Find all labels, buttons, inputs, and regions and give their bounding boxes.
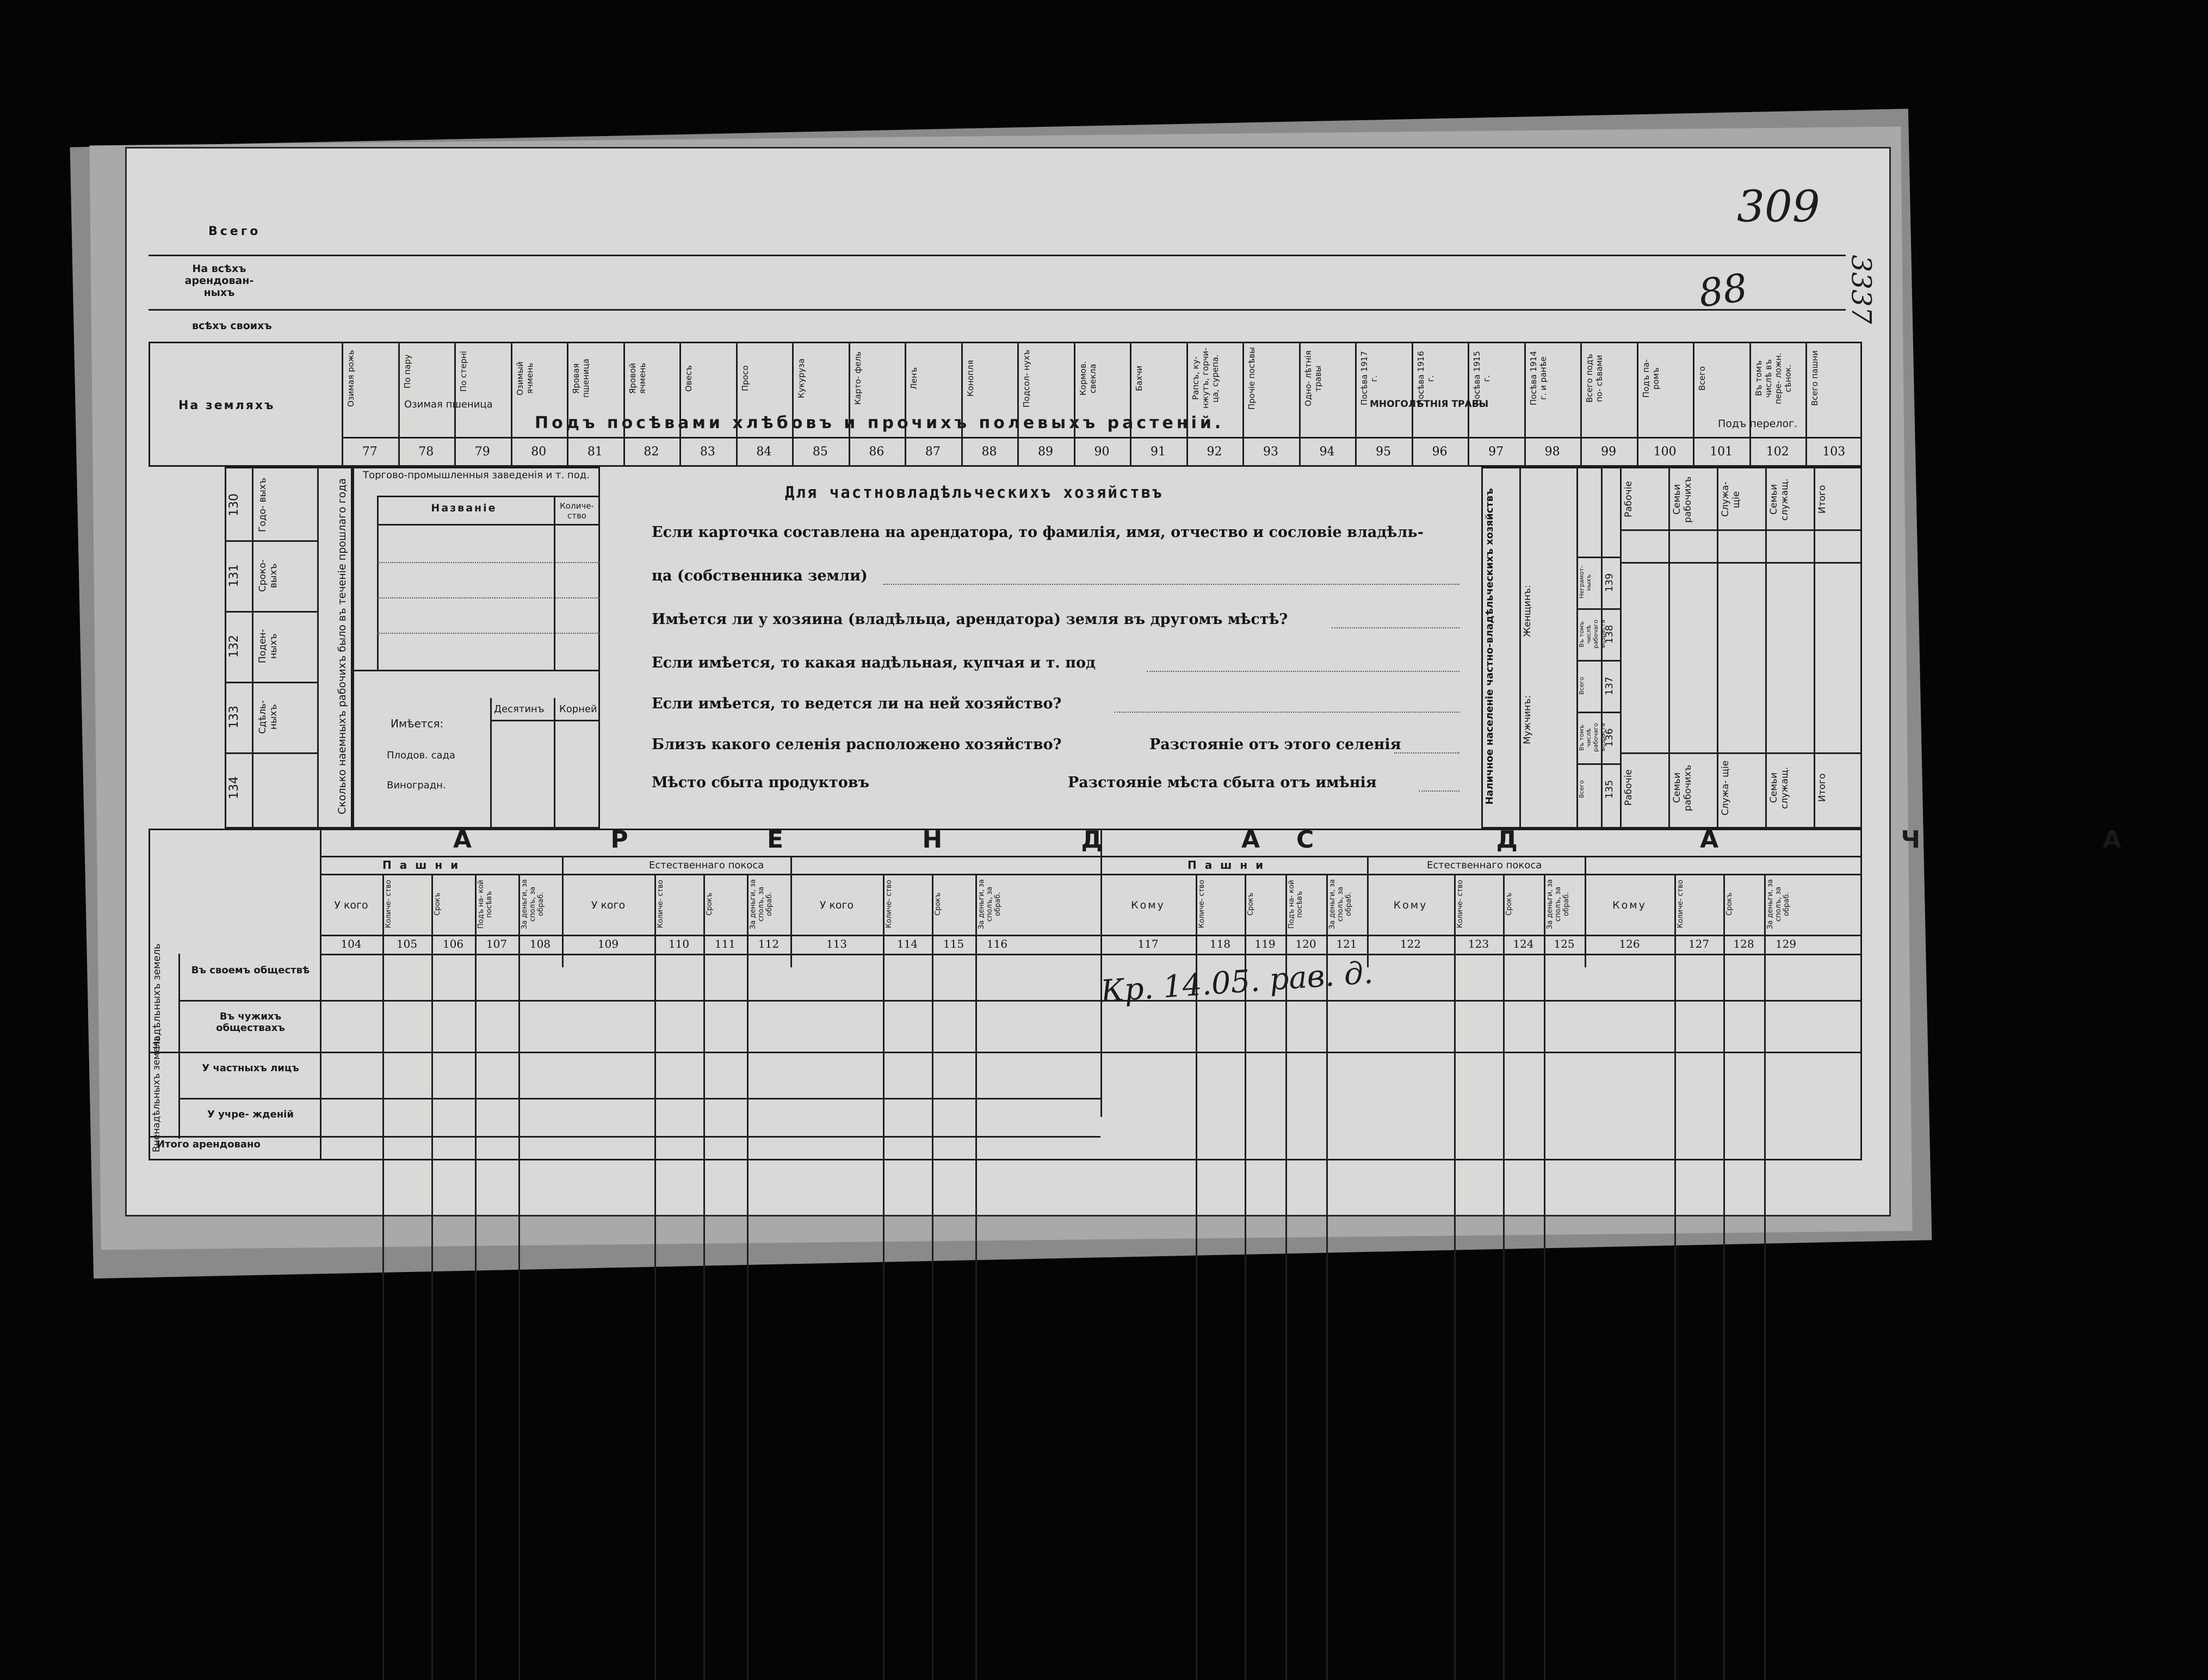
handwritten-corner-number: 309	[1737, 181, 1820, 232]
crop-col-number: 90	[1094, 445, 1110, 459]
question-6b: Разстояніе мѣста сбыта отъ имѣнія	[1068, 774, 1377, 791]
trade-qty-col: Количе- ство	[560, 501, 594, 521]
trade-block	[352, 467, 600, 829]
workers-question: Сколько наемныхъ рабочихъ было въ теченіе прошлаго года	[336, 478, 348, 815]
crop-col-label: Рапсъ, ку- нжутъ, горчи- ца, сурепа.	[1190, 348, 1220, 409]
crop-col-number: 85	[812, 445, 828, 459]
crop-col-number: 80	[531, 445, 547, 459]
crop-col-label: По пару	[402, 354, 412, 389]
lease-col-number: 106	[442, 937, 464, 950]
lease-col-label: За деньги, за сполъ, за обраб.	[521, 879, 545, 930]
worker-col-number: 132	[227, 635, 241, 658]
crop-col-number: 95	[1376, 445, 1391, 459]
crop-col-label: По стерні	[459, 351, 469, 392]
lease-col-divider	[475, 874, 477, 1680]
lease-col-number: 108	[529, 937, 551, 950]
worker-col-number: 134	[227, 776, 241, 799]
lease-col-number: 104	[341, 937, 362, 950]
pop-row-divider	[1576, 557, 1620, 558]
lease-col-divider	[1764, 874, 1766, 1680]
lease-col-number: 107	[486, 937, 508, 950]
lease-col-label: Кому	[1393, 899, 1428, 911]
lease-col-label: Срокъ	[434, 892, 442, 916]
has-label: Имѣется:	[391, 717, 444, 730]
crop-col-label: Всего	[1697, 366, 1708, 391]
orchards-label: Плодов. сада	[387, 750, 455, 761]
crop-col-number: 78	[418, 445, 434, 459]
lease-col-label: Срокъ	[1247, 892, 1255, 916]
lease-col-number: 105	[396, 937, 418, 950]
label-own: всѣхъ своихъ	[192, 320, 272, 332]
lease-col-number: 110	[668, 937, 690, 950]
lease-col-label: Срокъ	[1725, 892, 1734, 916]
crop-col-number: 81	[587, 445, 603, 459]
handwritten-side-number: 3337	[1845, 255, 1877, 324]
worker-row-divider	[225, 752, 317, 754]
lease-col-label: Срокъ	[934, 892, 942, 916]
worker-col-label: Годо- выхъ	[257, 478, 268, 532]
lease-col-divider	[1674, 874, 1676, 1680]
lease-col-label: У кого	[819, 899, 854, 911]
lease-col-label: За деньги, за сполъ, за обраб.	[978, 879, 1002, 930]
lease-col-number: 111	[714, 937, 736, 950]
trade-name-col: Названіе	[431, 502, 497, 514]
label-total: Всего	[208, 225, 261, 238]
crop-col-number: 84	[756, 445, 772, 459]
crop-col-label: Озимая рожь	[346, 350, 356, 407]
crop-col-number: 93	[1263, 445, 1279, 459]
arenda-title: А Р Е Н Д А	[453, 826, 1326, 854]
lease-col-divider	[562, 856, 564, 967]
lease-col-label: Количе- ство	[657, 880, 665, 929]
crop-col-number: 87	[925, 445, 941, 459]
crops-band-label: Подъ посѣвами хлѣбовъ и прочихъ полевыхъ растеній.	[535, 413, 1224, 433]
arenda-arable-label: П а ш н и	[382, 858, 461, 872]
lease-col-divider	[1245, 874, 1246, 1680]
lease-col-number: 123	[1468, 937, 1489, 950]
non-allotment-row-group: Вненадѣльныхъ земель	[151, 1035, 162, 1152]
lease-col-number: 117	[1137, 937, 1159, 950]
pop-right-label-bottom: Итого	[1817, 773, 1828, 802]
lease-col-divider	[431, 874, 433, 1680]
crop-col-number: 92	[1207, 445, 1222, 459]
lease-col-divider	[883, 874, 885, 1680]
trade-title: Торгово-промышленныя заведенія и т. под.	[363, 470, 590, 481]
crop-col-number: 102	[1766, 445, 1789, 459]
lease-col-divider	[654, 874, 656, 1680]
lease-col-divider	[932, 874, 933, 1680]
lease-col-divider	[790, 856, 792, 967]
lease-col-divider	[382, 874, 384, 1680]
pop-label: Неграмот- ныхъ	[1578, 566, 1592, 599]
lease-col-label: Кому	[1612, 899, 1647, 911]
crop-col-label: Въ томъ числѣ въ пере- ложн. сѣнок.	[1753, 353, 1793, 404]
worker-col-number: 133	[227, 706, 241, 728]
lease-col-divider	[1285, 874, 1287, 1680]
question-3: Если имѣется, то какая надѣльная, купчая и т. под	[652, 654, 1096, 671]
question-6a: Мѣсто сбыта продуктовъ	[652, 774, 870, 791]
crop-col-number: 86	[869, 445, 885, 459]
pop-right-divider	[1765, 467, 1767, 829]
sdacha-arable-label: П а ш н и	[1188, 858, 1266, 872]
worker-row-divider	[225, 611, 317, 613]
pop-number: 137	[1604, 676, 1615, 695]
arenda-hay-label: Естественнаго покоса	[649, 860, 764, 871]
question-2: Имѣется ли у хозяина (владѣльца, арендатора) земля въ другомъ мѣстѣ?	[652, 611, 1288, 628]
question-5a: Близъ какого селенія расположено хозяйство?	[652, 736, 1062, 753]
pop-label: Всего	[1578, 677, 1585, 695]
desyatin-col: Десятинъ	[494, 703, 545, 715]
worker-col-label: Поден- ныхъ	[257, 629, 279, 664]
lease-col-divider	[1454, 874, 1456, 1680]
worker-col-number: 131	[227, 564, 241, 587]
row-total-rented: Итого арендовано	[157, 1139, 261, 1150]
lease-col-label: У кого	[334, 899, 368, 911]
crop-col-label: Посѣва 1915 г.	[1472, 351, 1492, 406]
lease-col-label: Подъ на- кой посѣвъ	[1288, 880, 1304, 929]
crop-col-number: 99	[1601, 445, 1617, 459]
crop-col-label: Озимый ячмень	[515, 361, 535, 396]
lease-col-label: Количе- ство	[1198, 880, 1206, 929]
worker-col-label: Сдѣль- ныхъ	[257, 700, 279, 734]
pop-number: 135	[1604, 780, 1615, 799]
crop-col-label: Яровая пшеница	[571, 359, 591, 398]
men-label: Мужчинъ:	[1522, 695, 1533, 744]
crop-col-number: 100	[1653, 445, 1677, 459]
lease-col-number: 124	[1513, 937, 1534, 950]
winter-wheat-group-label: Озимая пшеница	[404, 399, 493, 410]
lease-col-number: 114	[896, 937, 918, 950]
pop-label: Всего	[1578, 780, 1585, 798]
crop-col-number: 88	[981, 445, 997, 459]
crop-col-label: Посѣва 1914 г. и ранѣе	[1528, 351, 1548, 406]
crop-col-label: Ленъ	[909, 367, 919, 390]
crop-col-label: Посѣва 1917 г.	[1359, 351, 1380, 406]
crop-col-number: 77	[362, 445, 378, 459]
lease-col-divider	[1367, 856, 1369, 967]
lease-col-label: Количе- ство	[885, 880, 893, 929]
handwritten-sheet-number: 88	[1696, 265, 1751, 316]
crop-col-label: Кукуруза	[796, 358, 807, 399]
pop-right-label-top: Служа- щіе	[1720, 481, 1742, 517]
lease-col-divider	[1326, 874, 1328, 1680]
worker-row-divider	[225, 682, 317, 683]
crop-col-label: Просо	[740, 365, 750, 392]
crop-col-number: 94	[1319, 445, 1335, 459]
lease-col-number: 126	[1619, 937, 1640, 950]
pop-col-divider	[1620, 467, 1622, 829]
crop-col-label: Карто- фель	[852, 351, 863, 405]
lease-col-label: Количе- ство	[1456, 880, 1464, 929]
crop-col-label: Овесъ	[684, 365, 694, 392]
question-5b: Разстояніе отъ этого селенія	[1149, 736, 1401, 753]
pop-right-label-top: Итого	[1817, 485, 1828, 514]
roots-col: Корней	[559, 703, 597, 715]
crop-col-label: Всего подъ по- сѣвами	[1585, 354, 1605, 403]
crop-col-label: Кормов. свекла	[1078, 361, 1098, 396]
lease-col-label: Срокъ	[1505, 892, 1513, 916]
pop-right-label-bottom: Семьи рабочихъ	[1672, 764, 1693, 811]
crop-col-number: 98	[1544, 445, 1560, 459]
sdacha-hay-label: Естественнаго покоса	[1427, 860, 1542, 871]
lease-col-label: За деньги, за сполъ, за обраб.	[749, 879, 774, 930]
lease-col-number: 109	[597, 937, 619, 950]
pop-right-label-bottom: Семьи служащ.	[1768, 767, 1790, 809]
handwritten-note: Кр. 14.05. рав. д.	[1099, 955, 1375, 1010]
crop-col-number: 101	[1710, 445, 1733, 459]
pop-number: 138	[1604, 625, 1615, 644]
lease-col-label: За деньги, за сполъ, за обраб.	[1546, 879, 1570, 930]
label-rented: На всѣхъ арендован- ныхъ	[184, 263, 254, 299]
lease-col-divider	[703, 874, 705, 1680]
lease-col-label: За деньги, за сполъ, за обраб.	[1328, 879, 1353, 930]
pop-row-divider	[1576, 660, 1620, 662]
pop-row-divider	[1576, 608, 1620, 610]
crop-col-number: 97	[1488, 445, 1504, 459]
sdacha-title: С Д А Ч А	[1296, 826, 2208, 854]
question-1a: Если карточка составлена на арендатора, то фамилія, имя, отчество и сословіе владѣль-	[652, 524, 1424, 541]
population-title: Наличное населеніе частно-владѣльческихъ хозяйствъ	[1484, 488, 1495, 805]
pop-right-label-top: Семьи рабочихъ	[1672, 476, 1693, 523]
lease-col-label: Кому	[1131, 899, 1165, 911]
women-label: Женщинъ:	[1522, 585, 1533, 637]
lease-col-number: 112	[758, 937, 780, 950]
row-other-society: Въ чужихъ обществахъ	[216, 1011, 285, 1034]
private-farms-title: Для частновладѣльческихъ хозяйствъ	[785, 483, 1164, 502]
crop-col-number: 96	[1432, 445, 1448, 459]
crop-col-label: Одно- лѣтнія травы	[1303, 350, 1323, 406]
question-1b: ца (собственника земли)	[652, 567, 868, 584]
crop-col-number: 89	[1037, 445, 1053, 459]
pop-number: 136	[1604, 728, 1615, 747]
perennial-grasses-label: МНОГОЛѢТНІЯ ТРАВЫ	[1370, 399, 1489, 410]
lease-col-label: За деньги, за сполъ, за обраб.	[1766, 879, 1791, 930]
row-private-persons: У частныхъ лицъ	[202, 1063, 299, 1074]
lease-col-label: У кого	[591, 899, 626, 911]
worker-row-divider	[225, 540, 317, 542]
lease-col-number: 118	[1209, 937, 1231, 950]
pop-right-divider	[1668, 467, 1670, 829]
lease-col-number: 113	[826, 937, 848, 950]
pop-right-divider	[1814, 467, 1815, 829]
crop-col-number: 91	[1151, 445, 1166, 459]
lease-col-divider	[1503, 874, 1505, 1680]
vineyards-label: Виноградн.	[387, 780, 446, 791]
lease-col-divider	[975, 874, 977, 1680]
lease-col-label: Подъ на- кой посѣвъ	[477, 880, 493, 929]
crop-col-label: Прочіе посѣвы	[1247, 347, 1257, 410]
lease-col-divider	[1196, 874, 1197, 1680]
worker-col-number: 130	[227, 493, 241, 516]
crop-col-label: Всего пашни	[1810, 350, 1820, 406]
label-on-land: На земляхъ	[178, 399, 275, 412]
worker-inner-divider	[252, 467, 253, 829]
lease-col-label: Количе- ство	[1677, 880, 1685, 929]
row-own-society: Въ своемъ обществѣ	[191, 965, 310, 976]
lease-col-number: 119	[1254, 937, 1276, 950]
question-4: Если имѣется, то ведется ли на ней хозяйство?	[652, 695, 1062, 712]
crop-col-label: Конопля	[965, 360, 975, 397]
lease-col-number: 121	[1336, 937, 1357, 950]
fallow-group-label: Подъ перелог.	[1718, 418, 1798, 430]
lease-col-divider	[1723, 874, 1725, 1680]
lease-col-number: 128	[1733, 937, 1754, 950]
lease-col-number: 125	[1554, 937, 1575, 950]
pop-right-label-bottom: Служа- щіе	[1720, 760, 1731, 816]
crop-col-label: Подсол- нухъ	[1022, 349, 1032, 407]
pop-row-divider	[1576, 763, 1620, 765]
allotment-row-group: Надѣльныхъ земель	[151, 943, 163, 1049]
lease-col-number: 116	[986, 937, 1008, 950]
crop-col-label: Бахчи	[1134, 366, 1145, 391]
row-institutions: У учре- жденій	[207, 1109, 294, 1120]
pop-right-divider-h	[1620, 529, 1862, 531]
pop-label: Въ томъ числѣ рабочаго возраста	[1578, 620, 1606, 648]
census-card-sheet	[125, 147, 2208, 1216]
worker-col-label	[257, 758, 312, 818]
lease-col-number: 127	[1688, 937, 1710, 950]
crop-col-label: Яровой ячмень	[627, 362, 647, 394]
pop-label: Въ томъ числѣ рабочаго возраста	[1578, 723, 1606, 752]
lease-col-divider	[1585, 856, 1586, 967]
pop-right-label-bottom: Рабочіе	[1623, 769, 1634, 806]
pop-right-divider	[1717, 467, 1718, 829]
pop-right-divider-h	[1620, 752, 1862, 754]
lease-col-number: 115	[943, 937, 964, 950]
pop-right-label-top: Семьи служащ.	[1768, 478, 1790, 521]
worker-col-label: Сроко- выхъ	[257, 559, 279, 592]
crop-col-number: 79	[474, 445, 490, 459]
crop-col-number: 82	[644, 445, 659, 459]
crop-col-label: Подъ па- ромъ	[1641, 359, 1661, 398]
lease-col-number: 122	[1400, 937, 1421, 950]
pop-number: 139	[1604, 573, 1615, 592]
pop-right-divider-h	[1620, 562, 1862, 564]
pop-row-divider	[1576, 712, 1620, 713]
crop-col-number: 103	[1822, 445, 1846, 459]
lease-col-number: 120	[1295, 937, 1316, 950]
lease-col-divider	[747, 874, 749, 1680]
lease-col-number: 129	[1775, 937, 1797, 950]
lease-col-divider	[518, 874, 520, 1680]
crop-col-label: Посѣва 1916 г.	[1415, 351, 1436, 406]
crop-col-number: 83	[700, 445, 715, 459]
pop-right-label-top: Рабочіе	[1623, 481, 1634, 518]
lease-col-label: Срокъ	[706, 892, 714, 916]
lease-col-label: Количе- ство	[385, 880, 393, 929]
lease-col-divider	[1544, 874, 1545, 1680]
